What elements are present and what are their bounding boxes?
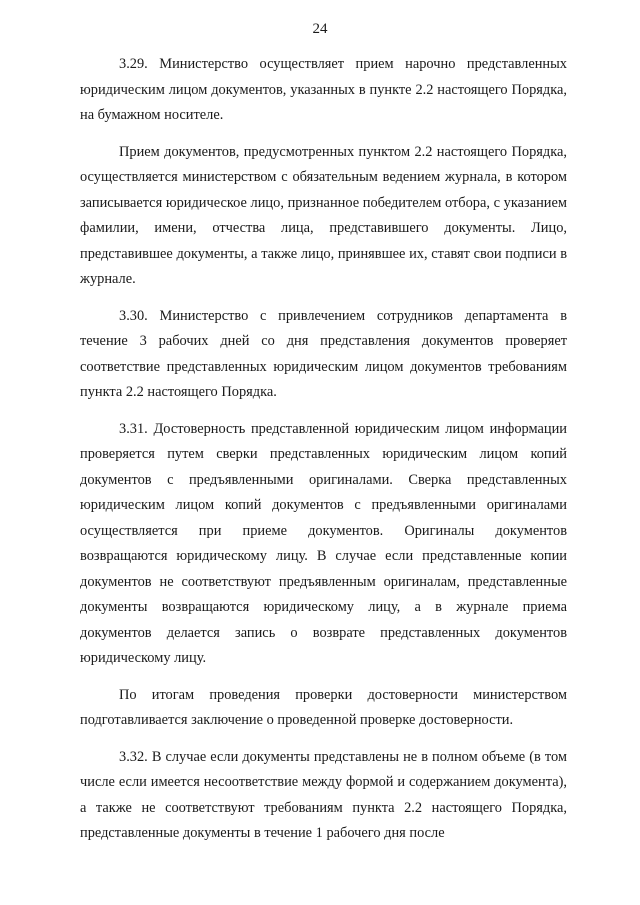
paragraph-reception-journal: Прием документов, предусмотренных пунктом 2.2 настоящего Порядка, осуществляется министерством с обязательным ведением журнала, в котором записывается юридическое лицо, признанное победителем отбора, с указанием фамилии, имени, отчества лица, представившего документы. Лицо, представившее документы, а также лицо, принявшее их, ставят свои подписи в журнале. (80, 143, 567, 287)
paragraph-verification-conclusion: По итогам проведения проверки достоверности министерством подготавливается заключение о проведенной проверке достоверности. (80, 686, 567, 728)
paragraph-3-32: 3.32. В случае если документы представлены не в полном объеме (в том числе если имеется несоответствие между формой и содержанием документа), а также не соответствуют требованиям пункта 2.2 настоящего Порядка, представленные документы в течение 1 рабочего дня после (80, 748, 567, 841)
paragraph-3-31: 3.31. Достоверность представленной юридическим лицом информации проверяется путем сверки представленных юридическим лицом копий документов с предъявленными оригиналами. Сверка представленных юридическим лицом копий документов с предъявленными оригиналами осуществляется при приеме документов. Оригиналы документов возвращаются юридическому лицу. В случае если представленные копии документов не соответствуют предъявленным оригиналам, представленные документы возвращаются юридическому лицу, а в журнале приема документов делается запись о возврате представленных документов юридическому лицу. (80, 420, 567, 666)
page-number: 24 (312, 21, 328, 37)
paragraph-3-29: 3.29. Министерство осуществляет прием нарочно представленных юридическим лицом документов, указанных в пункте 2.2 настоящего Порядка, на бумажном носителе. (80, 56, 567, 123)
document-body (80, 52, 567, 858)
paragraph-3-30: 3.30. Министерство с привлечением сотрудников департамента в течение 3 рабочих дней со дня представления документов проверяет соответствие представленных юридическим лицом документов требованиям пункта 2.2 настоящего Порядка. (80, 307, 567, 400)
